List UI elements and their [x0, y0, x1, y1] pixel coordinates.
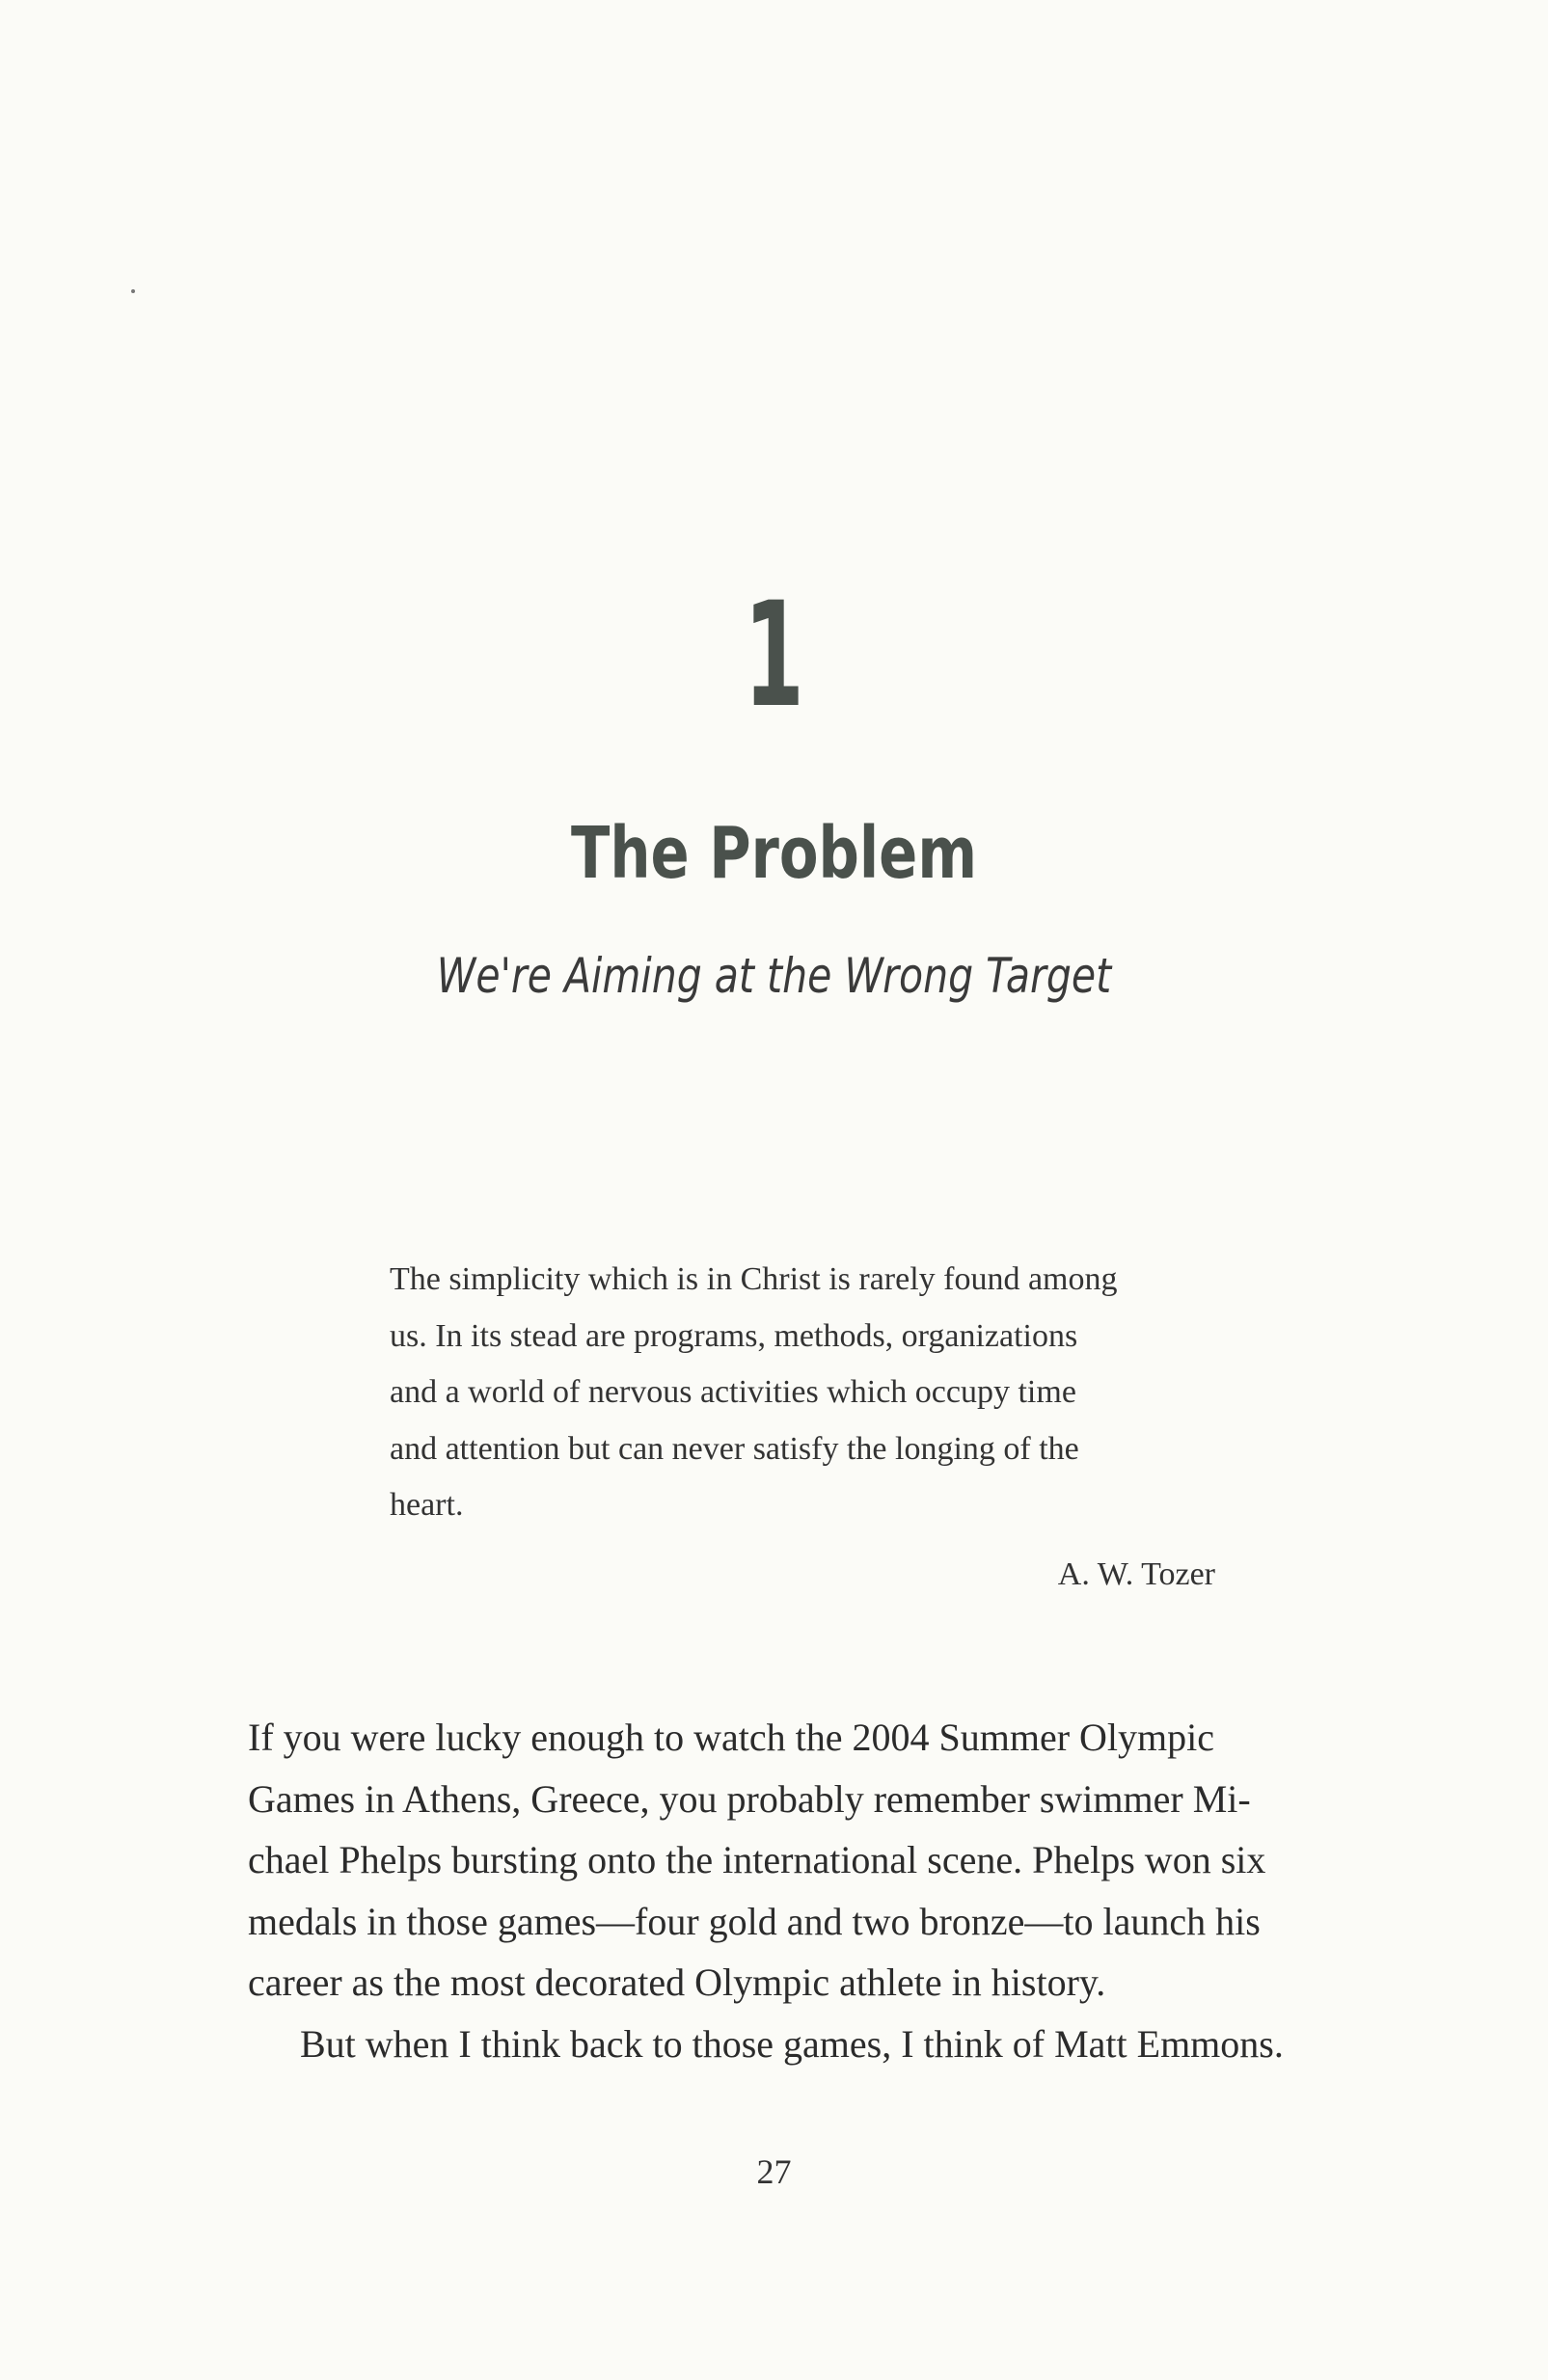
epigraph-quote [390, 1252, 1215, 1534]
chapter-subtitle: We're Aiming at the Wrong Target [436, 948, 1112, 1004]
epigraph-line: and a world of nervous activities which occupy time [390, 1374, 1076, 1410]
epigraph-line: us. In its stead are programs, methods, organizations [390, 1317, 1078, 1354]
epigraph-line: heart. [390, 1487, 464, 1523]
body-paragraphs [248, 1707, 1367, 2074]
body-line: If you were lucky enough to watch the 2004 Summer Olympic [248, 1716, 1214, 1759]
chapter-number: 1 [744, 572, 804, 740]
epigraph-line: and attention but can never satisfy the longing of the [390, 1430, 1079, 1467]
body-line: Games in Athens, Greece, you probably remember swimmer Mi- [248, 1776, 1251, 1821]
body-line: career as the most decorated Olympic athlete in history. [248, 1961, 1106, 2004]
body-line: medals in those games—four gold and two bronze—to launch his [248, 1899, 1261, 1943]
body-line: chael Phelps bursting onto the international scene. Phelps won six [248, 1838, 1266, 1881]
body-line: But when I think back to those games, I think of Matt Emmons. [300, 2021, 1284, 2066]
chapter-title: The Problem [570, 812, 978, 895]
page-number: 27 [756, 2152, 792, 2191]
epigraph-line: The simplicity which is in Christ is rarely found among [390, 1261, 1118, 1297]
epigraph-attribution: A. W. Tozer [1057, 1556, 1215, 1592]
scan-speck [131, 289, 135, 293]
